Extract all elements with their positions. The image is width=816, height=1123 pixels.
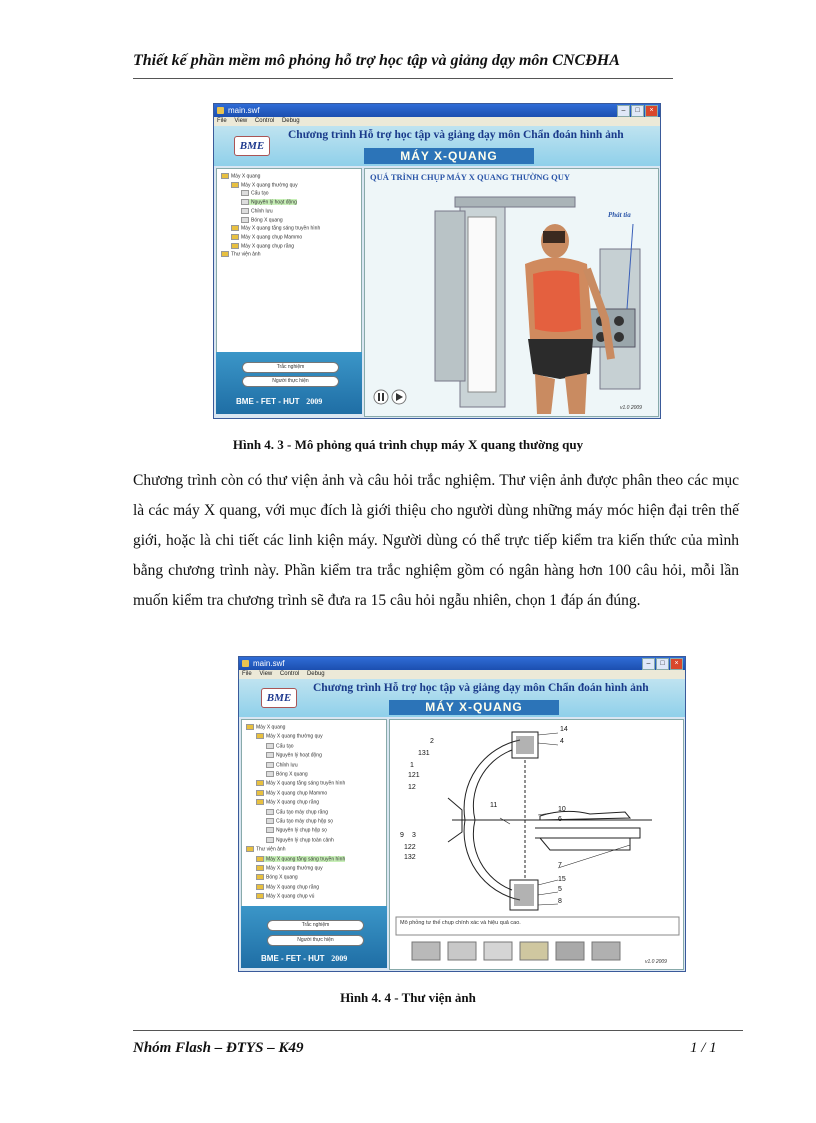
figure2-tree	[241, 719, 387, 907]
footer-group: Nhóm Flash – ĐTYS – K49	[133, 1040, 304, 1056]
menu-control[interactable]: Control	[254, 118, 275, 124]
page-icon	[266, 752, 274, 758]
figure2-titlebar	[239, 657, 685, 670]
folder-icon	[231, 234, 239, 240]
menu-view[interactable]: View	[259, 671, 273, 677]
tree-item[interactable]	[241, 217, 283, 223]
brand-text: BME - FET - HUT 2009	[236, 397, 323, 406]
tree-item-label: Máy X quang thường quy	[266, 733, 323, 740]
menu-control[interactable]: Control	[279, 671, 300, 677]
folder-icon	[256, 893, 264, 899]
page-icon	[266, 837, 274, 843]
tree-item-label: Máy X quang tăng sáng truyền hình	[266, 855, 346, 862]
tree-item-label: Nguyên lý hoạt động	[251, 199, 297, 206]
diagram-label: 121	[408, 772, 420, 779]
folder-icon	[221, 251, 229, 257]
tree-item-label: Nguyên lý hoạt động	[276, 752, 322, 759]
folder-icon	[256, 884, 264, 890]
tree-item-label: Nguyên lý chụp hộp sọ	[276, 827, 327, 834]
maximize-button[interactable]: □	[656, 658, 669, 670]
author-button[interactable]: Người thực hiện	[267, 935, 364, 946]
tree-item[interactable]	[266, 762, 298, 768]
tree-item-label: Chỉnh lưu	[251, 208, 273, 215]
xray-diagram	[390, 720, 683, 969]
folder-icon	[256, 856, 264, 862]
tree-item[interactable]	[256, 780, 345, 786]
diagram-label: 4	[560, 738, 564, 745]
quiz-button[interactable]: Trắc nghiệm	[242, 362, 339, 373]
minimize-button[interactable]: –	[642, 658, 655, 670]
flash-icon	[217, 107, 224, 114]
tree-item[interactable]	[256, 893, 314, 899]
figure2-left-bottom	[241, 906, 387, 968]
figure1-menubar	[214, 117, 660, 126]
folder-icon	[231, 182, 239, 188]
diagram-label: 10	[558, 806, 566, 813]
folder-icon	[256, 733, 264, 739]
stage-label: Phát tia	[608, 211, 631, 219]
figure1-banner	[214, 126, 660, 166]
tree-item[interactable]	[231, 243, 294, 249]
tree-item[interactable]	[266, 827, 327, 833]
figure1-stage	[364, 168, 659, 417]
tree-item-label: Máy X quang	[231, 173, 261, 180]
header-rule	[133, 78, 673, 79]
folder-icon	[256, 874, 264, 880]
tree-item-label: Máy X quang chụp vú	[266, 893, 315, 900]
figure1-caption: Hình 4. 3 - Mô phỏng quá trình chụp máy X quang thường quy	[232, 437, 584, 452]
page-icon	[241, 208, 249, 214]
bme-logo: BME	[234, 136, 270, 156]
page-icon	[266, 809, 274, 815]
tree-item[interactable]	[256, 790, 327, 796]
menu-debug[interactable]: Debug	[306, 671, 325, 677]
tree-item[interactable]	[241, 199, 297, 205]
tree-item[interactable]	[221, 173, 260, 179]
figure2-banner	[239, 679, 685, 717]
tree-item[interactable]	[266, 809, 328, 815]
tree-item[interactable]	[266, 818, 333, 824]
tree-item[interactable]	[246, 724, 285, 730]
tree-item[interactable]	[231, 234, 302, 240]
tree-item[interactable]	[266, 743, 294, 749]
diagram-label: 122	[404, 844, 416, 851]
figure2-caption: Hình 4. 4 - Thư viện ảnh	[340, 990, 476, 1005]
folder-icon	[221, 173, 229, 179]
menu-file[interactable]: File	[242, 671, 252, 677]
tree-item[interactable]	[256, 733, 323, 739]
figure1-left-bottom	[216, 352, 362, 414]
tree-item[interactable]	[241, 190, 269, 196]
tree-item[interactable]	[246, 846, 285, 852]
tree-item-label: Bóng X quang	[266, 874, 298, 881]
tree-item[interactable]	[256, 856, 345, 862]
menu-debug[interactable]: Debug	[281, 118, 300, 124]
image-description: Mô phỏng tư thế chụp chính xác và hiệu quả cao.	[400, 920, 521, 926]
tree-item-label: Cấu tạo máy chụp răng	[276, 808, 328, 815]
tree-item[interactable]	[221, 251, 260, 257]
page-header: Thiết kế phần mềm mô phỏng hỗ trợ học tập và giảng dạy môn CNCĐHA	[133, 52, 620, 69]
folder-icon	[246, 724, 254, 730]
bme-logo: BME	[261, 688, 297, 708]
figure1-banner-sub: MÁY X-QUANG	[364, 148, 534, 164]
tree-item[interactable]	[256, 865, 323, 871]
tree-item-label: Thư viện ảnh	[256, 846, 286, 853]
figure2-banner-sub: MÁY X-QUANG	[389, 700, 559, 715]
diagram-label: 2	[430, 738, 434, 745]
flash-icon	[242, 660, 249, 667]
diagram-label: 1	[410, 762, 414, 769]
folder-icon	[256, 790, 264, 796]
figure1-version: v1.0 2009	[620, 405, 642, 411]
maximize-button[interactable]: □	[631, 105, 644, 117]
figure2-version: v1.0 2009	[645, 959, 667, 965]
figure2-stage	[389, 719, 684, 970]
page-icon	[241, 199, 249, 205]
diagram-label: 12	[408, 784, 416, 791]
tree-item[interactable]	[266, 771, 308, 777]
diagram-label: 15	[558, 876, 566, 883]
tree-item[interactable]	[231, 225, 320, 231]
tree-item[interactable]	[266, 752, 322, 758]
page-icon	[241, 190, 249, 196]
figure2-window-title: main.swf	[253, 659, 285, 668]
page-icon	[266, 818, 274, 824]
tree-item-label: Bóng X quang	[251, 216, 283, 223]
tree-item[interactable]	[256, 799, 319, 805]
page-icon	[266, 743, 274, 749]
tree-item-label: Máy X quang thường quy	[241, 182, 298, 189]
tree-item-label: Chỉnh lưu	[276, 761, 298, 768]
diagram-label: 8	[558, 898, 562, 905]
folder-icon	[256, 780, 264, 786]
thumbnail-strip	[412, 942, 620, 960]
footer-rule	[133, 1030, 743, 1031]
folder-icon	[256, 799, 264, 805]
diagram-label: 5	[558, 886, 562, 893]
tree-item-label: Cấu tạo máy chụp hộp sọ	[276, 818, 333, 825]
tree-item[interactable]	[256, 884, 319, 890]
diagram-label: 11	[490, 802, 498, 809]
quiz-button[interactable]: Trắc nghiệm	[267, 920, 364, 931]
tree-item-label: Cấu tạo	[251, 190, 269, 197]
folder-icon	[246, 846, 254, 852]
tree-item-label: Máy X quang	[256, 724, 286, 731]
tree-item-label: Máy X quang tăng sáng truyền hình	[241, 225, 321, 232]
xray-illustration	[365, 169, 658, 416]
brand-text: BME - FET - HUT 2009	[261, 954, 348, 963]
body-paragraph: Chương trình còn có thư viện ảnh và câu hỏi trắc nghiệm. Thư viện ảnh được phân theo các mục là các máy X quang, với mục đích là giới thiệu cho người dùng những máy móc hiện đại trên thế giới, hoặc là chi tiết các linh kiện máy. Người dùng có thể trực tiếp kiểm tra kiến thức của mình bằng chương trình này. Phần kiểm tra trắc nghiệm gồm có ngân hàng hơn 100 câu hỏi, mỗi lần muốn kiểm tra chương trình sẽ đưa ra 15 câu hỏi ngẫu nhiên, chọn 1 đáp án đúng.	[133, 472, 739, 609]
tree-item-label: Máy X quang thường quy	[266, 865, 323, 872]
tree-item-label: Máy X quang chụp Mammo	[241, 234, 303, 241]
figure1-window	[213, 103, 661, 419]
tree-item-label: Máy X quang tăng sáng truyền hình	[266, 780, 346, 787]
tree-item-label: Nguyên lý chụp toàn cảnh	[276, 837, 334, 844]
page-icon	[241, 217, 249, 223]
figure1-window-title: main.swf	[228, 106, 260, 115]
page-icon	[266, 827, 274, 833]
tree-item-label: Bóng X quang	[276, 771, 308, 778]
page-number: 1 / 1	[690, 1040, 717, 1056]
tree-item-label: Máy X quang chụp răng	[266, 884, 320, 891]
tree-item-label: Máy X quang chụp răng	[266, 799, 320, 806]
tree-item[interactable]	[266, 837, 334, 843]
diagram-label: 9	[400, 832, 404, 839]
diagram-label: 131	[418, 750, 430, 757]
diagram-label: 14	[560, 726, 568, 733]
page-icon	[266, 771, 274, 777]
menu-file[interactable]: File	[217, 118, 227, 124]
tree-item[interactable]	[256, 874, 298, 880]
close-button[interactable]: ×	[670, 658, 683, 670]
menu-view[interactable]: View	[234, 118, 248, 124]
tree-item-label: Thư viện ảnh	[231, 251, 261, 258]
tree-item-label: Máy X quang chụp răng	[241, 242, 295, 249]
tree-item[interactable]	[231, 182, 298, 188]
close-button[interactable]: ×	[645, 105, 658, 117]
author-button[interactable]: Người thực hiện	[242, 376, 339, 387]
figure1-titlebar	[214, 104, 660, 117]
diagram-label: 132	[404, 854, 416, 861]
page-icon	[266, 762, 274, 768]
minimize-button[interactable]: –	[617, 105, 630, 117]
figure2-window	[238, 656, 686, 972]
tree-item-label: Máy X quang chụp Mammo	[266, 790, 328, 797]
folder-icon	[256, 865, 264, 871]
figure1-tree	[216, 168, 362, 353]
figure2-menubar	[239, 670, 685, 679]
stage-title: QUÁ TRÌNH CHỤP MÁY X QUANG THƯỜNG QUY	[370, 172, 570, 182]
tree-item[interactable]	[241, 208, 273, 214]
figure1-banner-title: Chương trình Hỗ trợ học tập và giảng dạy môn Chẩn đoán hình ảnh	[288, 129, 624, 141]
figure2-banner-title: Chương trình Hỗ trợ học tập và giảng dạy môn Chẩn đoán hình ảnh	[313, 682, 649, 694]
folder-icon	[231, 243, 239, 249]
tree-item-label: Cấu tạo	[276, 743, 294, 750]
diagram-label: 3	[412, 832, 416, 839]
folder-icon	[231, 225, 239, 231]
diagram-label: 7	[558, 862, 562, 869]
diagram-label: 6	[558, 816, 562, 823]
